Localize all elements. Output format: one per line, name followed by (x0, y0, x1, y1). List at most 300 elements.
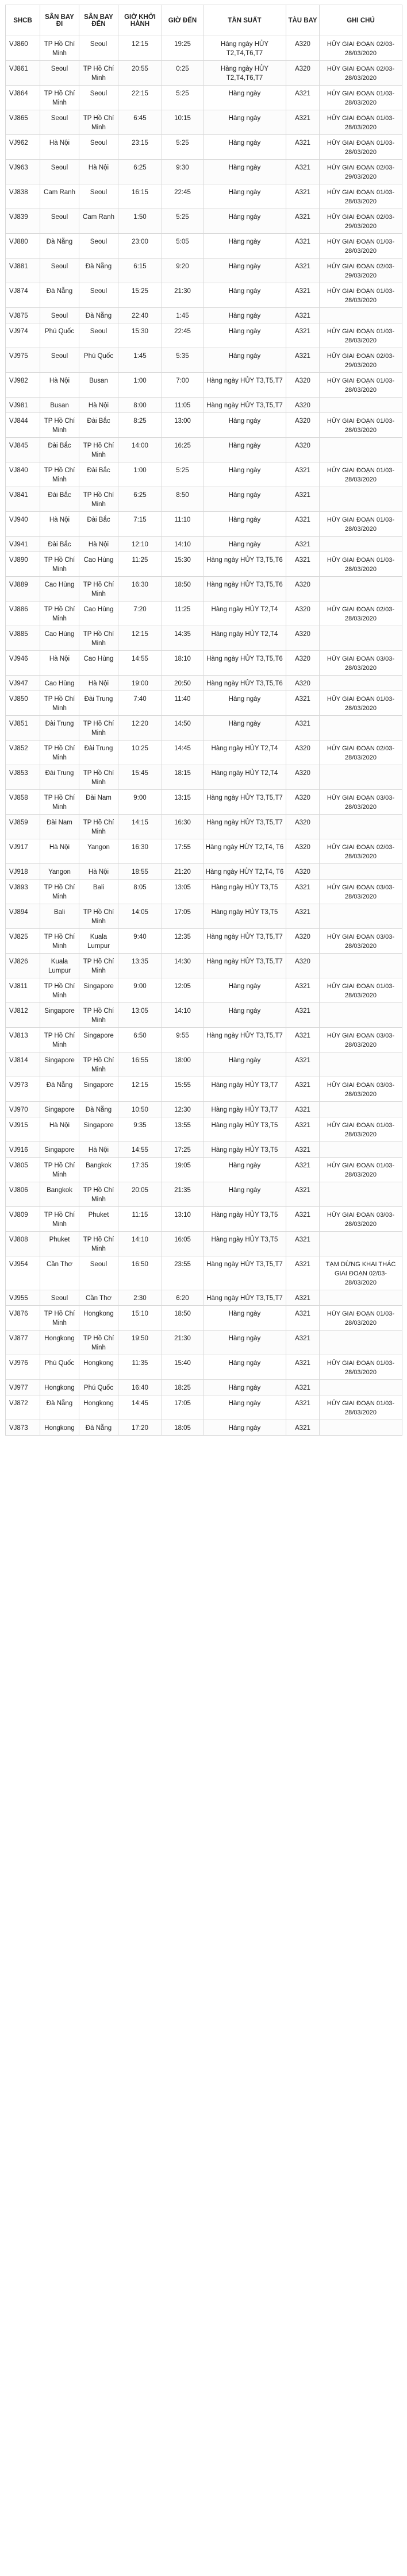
origin-cell: Singapore (40, 1052, 79, 1077)
aircraft-cell: A321 (286, 978, 320, 1003)
note-cell: HỦY GIAI ĐOẠN 02/03-29/03/2020 (320, 259, 402, 283)
frequency-cell: Hàng ngày (203, 487, 286, 512)
aircraft-cell: A321 (286, 1052, 320, 1077)
table-row (6, 929, 402, 954)
arrival-time-cell: 11:05 (162, 398, 203, 413)
departure-time-cell: 19:00 (118, 676, 162, 691)
destination-cell: Đà Nẵng (79, 1102, 118, 1117)
frequency-cell: Hàng ngày HỦY T2,T4, T6 (203, 864, 286, 880)
departure-time-cell: 10:25 (118, 741, 162, 765)
frequency-cell: Hàng ngày (203, 1003, 286, 1028)
destination-cell: Bali (79, 880, 118, 904)
origin-cell: Đà Nẵng (40, 234, 79, 259)
note-cell (320, 1182, 402, 1207)
aircraft-cell: A321 (286, 1158, 320, 1182)
destination-cell: TP Hồ Chí Minh (79, 1232, 118, 1256)
table-row (6, 880, 402, 904)
arrival-time-cell: 9:55 (162, 1028, 203, 1052)
flight-code-cell: VJ859 (6, 815, 40, 839)
note-cell (320, 864, 402, 880)
note-cell: HỦY GIAI ĐOẠN 01/03-28/03/2020 (320, 978, 402, 1003)
arrival-time-cell: 5:25 (162, 135, 203, 160)
flight-code-cell: VJ839 (6, 209, 40, 234)
note-cell (320, 815, 402, 839)
arrival-time-cell: 23:55 (162, 1256, 203, 1290)
frequency-cell: Hàng ngày HỦY T3,T5,T7 (203, 1028, 286, 1052)
arrival-time-cell: 18:25 (162, 1380, 203, 1395)
note-cell: HỦY GIAI ĐOẠN 01/03-28/03/2020 (320, 283, 402, 308)
flight-code-cell: VJ814 (6, 1052, 40, 1077)
arrival-time-cell: 12:35 (162, 929, 203, 954)
frequency-cell: Hàng ngày (203, 348, 286, 373)
aircraft-cell: A320 (286, 626, 320, 651)
arrival-time-cell: 21:30 (162, 283, 203, 308)
departure-time-cell: 11:15 (118, 1207, 162, 1232)
departure-time-cell: 1:00 (118, 462, 162, 487)
flight-code-cell: VJ853 (6, 765, 40, 790)
origin-cell: TP Hồ Chí Minh (40, 880, 79, 904)
flight-code-cell: VJ975 (6, 348, 40, 373)
arrival-time-cell: 20:50 (162, 676, 203, 691)
flight-code-cell: VJ808 (6, 1232, 40, 1256)
note-cell: HỦY GIAI ĐOẠN 03/03-28/03/2020 (320, 880, 402, 904)
note-cell (320, 1003, 402, 1028)
frequency-cell: Hàng ngày (203, 184, 286, 209)
arrival-time-cell: 16:30 (162, 815, 203, 839)
frequency-cell: Hàng ngày HỦY T3,T5,T7 (203, 1256, 286, 1290)
frequency-cell: Hàng ngày (203, 1331, 286, 1355)
departure-time-cell: 7:40 (118, 691, 162, 716)
departure-time-cell: 1:00 (118, 373, 162, 398)
aircraft-cell: A321 (286, 1256, 320, 1290)
table-row (6, 110, 402, 135)
departure-time-cell: 16:15 (118, 184, 162, 209)
flight-code-cell: VJ844 (6, 413, 40, 438)
note-cell (320, 626, 402, 651)
table-row (6, 716, 402, 741)
arrival-time-cell: 14:10 (162, 1003, 203, 1028)
frequency-cell: Hàng ngày (203, 537, 286, 552)
arrival-time-cell: 18:05 (162, 1420, 203, 1436)
frequency-cell: Hàng ngày HỦY T3,T5,T7 (203, 815, 286, 839)
frequency-cell: Hàng ngày HỦY T3,T5,T7 (203, 790, 286, 815)
note-cell: HỦY GIAI ĐOẠN 03/03-28/03/2020 (320, 929, 402, 954)
aircraft-cell: A321 (286, 462, 320, 487)
aircraft-cell: A321 (286, 1380, 320, 1395)
departure-time-cell: 14:55 (118, 1142, 162, 1158)
departure-time-cell: 9:00 (118, 978, 162, 1003)
flight-code-cell: VJ826 (6, 954, 40, 978)
destination-cell: Singapore (79, 1077, 118, 1102)
frequency-cell: Hàng ngày (203, 283, 286, 308)
arrival-time-cell: 8:50 (162, 487, 203, 512)
origin-cell: TP Hồ Chí Minh (40, 978, 79, 1003)
table-row (6, 512, 402, 537)
table-row (6, 1306, 402, 1331)
note-cell: HỦY GIAI ĐOẠN 03/03-28/03/2020 (320, 1207, 402, 1232)
note-cell: HỦY GIAI ĐOẠN 03/03-28/03/2020 (320, 790, 402, 815)
flight-code-cell: VJ813 (6, 1028, 40, 1052)
departure-time-cell: 12:15 (118, 1077, 162, 1102)
arrival-time-cell: 13:55 (162, 1117, 203, 1142)
destination-cell: TP Hồ Chí Minh (79, 815, 118, 839)
aircraft-cell: A320 (286, 954, 320, 978)
frequency-cell: Hàng ngày (203, 234, 286, 259)
departure-time-cell: 13:05 (118, 1003, 162, 1028)
destination-cell: TP Hồ Chí Minh (79, 904, 118, 929)
departure-time-cell: 11:35 (118, 1355, 162, 1380)
origin-cell: Seoul (40, 1290, 79, 1306)
flight-code-cell: VJ873 (6, 1420, 40, 1436)
table-row (6, 1380, 402, 1395)
flight-code-cell: VJ962 (6, 135, 40, 160)
arrival-time-cell: 13:05 (162, 880, 203, 904)
flight-code-cell: VJ811 (6, 978, 40, 1003)
departure-time-cell: 14:00 (118, 438, 162, 462)
table-row (6, 904, 402, 929)
departure-time-cell: 16:30 (118, 577, 162, 601)
destination-cell: Hà Nội (79, 864, 118, 880)
destination-cell: TP Hồ Chí Minh (79, 438, 118, 462)
frequency-cell: Hàng ngày (203, 160, 286, 184)
table-row (6, 323, 402, 348)
aircraft-cell: A321 (286, 1003, 320, 1028)
note-cell (320, 577, 402, 601)
table-row (6, 790, 402, 815)
departure-time-cell: 7:20 (118, 601, 162, 626)
table-row (6, 308, 402, 323)
note-cell: HỦY GIAI ĐOẠN 01/03-28/03/2020 (320, 110, 402, 135)
destination-cell: Busan (79, 373, 118, 398)
arrival-time-cell: 22:45 (162, 184, 203, 209)
flight-code-cell: VJ963 (6, 160, 40, 184)
table-row (6, 839, 402, 864)
note-cell (320, 954, 402, 978)
arrival-time-cell: 15:30 (162, 552, 203, 577)
arrival-time-cell: 15:40 (162, 1355, 203, 1380)
frequency-cell: Hàng ngày (203, 1395, 286, 1420)
origin-cell: Singapore (40, 1003, 79, 1028)
departure-time-cell: 14:10 (118, 1232, 162, 1256)
note-cell (320, 308, 402, 323)
flight-code-cell: VJ970 (6, 1102, 40, 1117)
flight-code-cell: VJ845 (6, 438, 40, 462)
table-row (6, 954, 402, 978)
note-cell: HỦY GIAI ĐOẠN 01/03-28/03/2020 (320, 323, 402, 348)
frequency-cell: Hàng ngày HỦY T3,T5 (203, 1207, 286, 1232)
aircraft-cell: A321 (286, 1232, 320, 1256)
flight-code-cell: VJ941 (6, 537, 40, 552)
aircraft-cell: A321 (286, 1290, 320, 1306)
arrival-time-cell: 19:05 (162, 1158, 203, 1182)
note-cell (320, 1102, 402, 1117)
note-cell (320, 1232, 402, 1256)
frequency-cell: Hàng ngày HỦY T3,T5,T6 (203, 577, 286, 601)
aircraft-cell: A320 (286, 815, 320, 839)
table-body (6, 36, 402, 1436)
arrival-time-cell: 19:25 (162, 36, 203, 61)
arrival-time-cell: 17:25 (162, 1142, 203, 1158)
departure-time-cell: 10:50 (118, 1102, 162, 1117)
frequency-cell: Hàng ngày (203, 413, 286, 438)
note-cell: HỦY GIAI ĐOẠN 01/03-28/03/2020 (320, 1158, 402, 1182)
flight-code-cell: VJ872 (6, 1395, 40, 1420)
frequency-cell: Hàng ngày HỦY T3,T7 (203, 1077, 286, 1102)
aircraft-cell: A321 (286, 1355, 320, 1380)
header-cell-note: GHI CHÚ (320, 5, 402, 36)
arrival-time-cell: 14:10 (162, 537, 203, 552)
destination-cell: Cao Hùng (79, 651, 118, 676)
origin-cell: Hà Nội (40, 373, 79, 398)
header-cell-destination: SÂN BAY ĐẾN (79, 5, 118, 36)
table-row (6, 438, 402, 462)
table-row (6, 1331, 402, 1355)
destination-cell: TP Hồ Chí Minh (79, 716, 118, 741)
departure-time-cell: 16:40 (118, 1380, 162, 1395)
table-row (6, 135, 402, 160)
aircraft-cell: A321 (286, 1117, 320, 1142)
table-row (6, 651, 402, 676)
note-cell: HỦY GIAI ĐOẠN 01/03-28/03/2020 (320, 1355, 402, 1380)
flight-code-cell: VJ885 (6, 626, 40, 651)
note-cell (320, 676, 402, 691)
departure-time-cell: 7:15 (118, 512, 162, 537)
destination-cell: TP Hồ Chí Minh (79, 1182, 118, 1207)
aircraft-cell: A321 (286, 209, 320, 234)
origin-cell: Đà Nẵng (40, 283, 79, 308)
aircraft-cell: A321 (286, 348, 320, 373)
flight-code-cell: VJ955 (6, 1290, 40, 1306)
destination-cell: Phú Quốc (79, 1380, 118, 1395)
origin-cell: Đà Nẵng (40, 1077, 79, 1102)
flight-code-cell: VJ809 (6, 1207, 40, 1232)
note-cell: TẠM DỪNG KHAI THÁC GIAI ĐOẠN 02/03-28/03/2020 (320, 1256, 402, 1290)
note-cell: HỦY GIAI ĐOẠN 03/03-28/03/2020 (320, 1077, 402, 1102)
header-cell-flight-code: SHCB (6, 5, 40, 36)
departure-time-cell: 15:45 (118, 765, 162, 790)
arrival-time-cell: 0:25 (162, 61, 203, 86)
flight-code-cell: VJ851 (6, 716, 40, 741)
destination-cell: Kuala Lumpur (79, 929, 118, 954)
aircraft-cell: A321 (286, 160, 320, 184)
departure-time-cell: 23:00 (118, 234, 162, 259)
destination-cell: Yangon (79, 839, 118, 864)
arrival-time-cell: 10:15 (162, 110, 203, 135)
header-cell-aircraft: TÀU BAY (286, 5, 320, 36)
origin-cell: Đài Bắc (40, 537, 79, 552)
origin-cell: Hà Nội (40, 651, 79, 676)
frequency-cell: Hàng ngày HỦY T2,T4 (203, 601, 286, 626)
frequency-cell: Hàng ngày (203, 438, 286, 462)
frequency-cell: Hàng ngày HỦY T2,T4, T6 (203, 839, 286, 864)
aircraft-cell: A321 (286, 552, 320, 577)
table-row (6, 283, 402, 308)
origin-cell: Hongkong (40, 1420, 79, 1436)
flight-code-cell: VJ981 (6, 398, 40, 413)
table-row (6, 765, 402, 790)
aircraft-cell: A320 (286, 929, 320, 954)
note-cell: HỦY GIAI ĐOẠN 02/03-28/03/2020 (320, 839, 402, 864)
departure-time-cell: 12:15 (118, 36, 162, 61)
departure-time-cell: 2:30 (118, 1290, 162, 1306)
note-cell (320, 1420, 402, 1436)
frequency-cell: Hàng ngày HỦY T3,T5,T7 (203, 398, 286, 413)
departure-time-cell: 15:25 (118, 283, 162, 308)
destination-cell: TP Hồ Chí Minh (79, 61, 118, 86)
destination-cell: Cao Hùng (79, 601, 118, 626)
arrival-time-cell: 5:25 (162, 462, 203, 487)
frequency-cell: Hàng ngày HỦY T3,T5,T7 (203, 929, 286, 954)
table-row (6, 1395, 402, 1420)
flight-code-cell: VJ954 (6, 1256, 40, 1290)
table-row (6, 1256, 402, 1290)
note-cell (320, 1142, 402, 1158)
origin-cell: Seoul (40, 348, 79, 373)
destination-cell: TP Hồ Chí Minh (79, 765, 118, 790)
flight-code-cell: VJ876 (6, 1306, 40, 1331)
frequency-cell: Hàng ngày (203, 86, 286, 110)
note-cell (320, 904, 402, 929)
note-cell: HỦY GIAI ĐOẠN 01/03-28/03/2020 (320, 184, 402, 209)
origin-cell: TP Hồ Chí Minh (40, 691, 79, 716)
origin-cell: Bangkok (40, 1182, 79, 1207)
flight-code-cell: VJ881 (6, 259, 40, 283)
origin-cell: Phuket (40, 1232, 79, 1256)
frequency-cell: Hàng ngày (203, 1182, 286, 1207)
table-row (6, 259, 402, 283)
origin-cell: TP Hồ Chí Minh (40, 552, 79, 577)
aircraft-cell: A321 (286, 537, 320, 552)
frequency-cell: Hàng ngày (203, 209, 286, 234)
aircraft-cell: A321 (286, 1331, 320, 1355)
note-cell: HỦY GIAI ĐOẠN 01/03-28/03/2020 (320, 234, 402, 259)
table-row (6, 577, 402, 601)
origin-cell: Seoul (40, 259, 79, 283)
departure-time-cell: 6:25 (118, 160, 162, 184)
flight-code-cell: VJ812 (6, 1003, 40, 1028)
table-row (6, 1117, 402, 1142)
arrival-time-cell: 12:05 (162, 978, 203, 1003)
arrival-time-cell: 16:05 (162, 1232, 203, 1256)
flight-code-cell: VJ840 (6, 462, 40, 487)
flight-code-cell: VJ875 (6, 308, 40, 323)
arrival-time-cell: 17:05 (162, 904, 203, 929)
destination-cell: Singapore (79, 1117, 118, 1142)
departure-time-cell: 18:55 (118, 864, 162, 880)
origin-cell: Seoul (40, 61, 79, 86)
aircraft-cell: A321 (286, 1306, 320, 1331)
table-row (6, 160, 402, 184)
table-row (6, 413, 402, 438)
origin-cell: TP Hồ Chí Minh (40, 462, 79, 487)
departure-time-cell: 14:05 (118, 904, 162, 929)
aircraft-cell: A321 (286, 234, 320, 259)
destination-cell: Đà Nẵng (79, 308, 118, 323)
departure-time-cell: 16:55 (118, 1052, 162, 1077)
table-row (6, 741, 402, 765)
origin-cell: Đài Nam (40, 815, 79, 839)
origin-cell: TP Hồ Chí Minh (40, 601, 79, 626)
frequency-cell: Hàng ngày HỦY T3,T5,T6 (203, 651, 286, 676)
note-cell: HỦY GIAI ĐOẠN 01/03-28/03/2020 (320, 86, 402, 110)
origin-cell: Singapore (40, 1142, 79, 1158)
aircraft-cell: A320 (286, 61, 320, 86)
note-cell: HỦY GIAI ĐOẠN 03/03-28/03/2020 (320, 1028, 402, 1052)
departure-time-cell: 9:40 (118, 929, 162, 954)
flight-code-cell: VJ916 (6, 1142, 40, 1158)
note-cell: HỦY GIAI ĐOẠN 02/03-28/03/2020 (320, 601, 402, 626)
destination-cell: Đài Bắc (79, 413, 118, 438)
departure-time-cell: 15:10 (118, 1306, 162, 1331)
arrival-time-cell: 18:10 (162, 651, 203, 676)
aircraft-cell: A321 (286, 283, 320, 308)
destination-cell: TP Hồ Chí Minh (79, 626, 118, 651)
table-row (6, 552, 402, 577)
note-cell: HỦY GIAI ĐOẠN 01/03-28/03/2020 (320, 373, 402, 398)
arrival-time-cell: 18:00 (162, 1052, 203, 1077)
arrival-time-cell: 5:25 (162, 209, 203, 234)
arrival-time-cell: 17:55 (162, 839, 203, 864)
note-cell: HỦY GIAI ĐOẠN 01/03-28/03/2020 (320, 413, 402, 438)
frequency-cell: Hàng ngày HỦY T2,T4 (203, 765, 286, 790)
aircraft-cell: A320 (286, 398, 320, 413)
origin-cell: TP Hồ Chí Minh (40, 36, 79, 61)
table-row (6, 1158, 402, 1182)
frequency-cell: Hàng ngày HỦY T3,T5,T7 (203, 1290, 286, 1306)
table-row (6, 1077, 402, 1102)
header-cell-departure: GIỜ KHỞI HÀNH (118, 5, 162, 36)
frequency-cell: Hàng ngày (203, 1306, 286, 1331)
arrival-time-cell: 17:05 (162, 1395, 203, 1420)
frequency-cell: Hàng ngày (203, 512, 286, 537)
arrival-time-cell: 16:25 (162, 438, 203, 462)
destination-cell: Seoul (79, 283, 118, 308)
aircraft-cell: A320 (286, 676, 320, 691)
flight-schedule-table (5, 5, 402, 1436)
table-row (6, 676, 402, 691)
aircraft-cell: A321 (286, 1207, 320, 1232)
origin-cell: Phú Quốc (40, 323, 79, 348)
aircraft-cell: A320 (286, 651, 320, 676)
frequency-cell: Hàng ngày (203, 1380, 286, 1395)
destination-cell: Hà Nội (79, 676, 118, 691)
flight-code-cell: VJ825 (6, 929, 40, 954)
flight-code-cell: VJ880 (6, 234, 40, 259)
origin-cell: TP Hồ Chí Minh (40, 1158, 79, 1182)
destination-cell: Seoul (79, 135, 118, 160)
flight-code-cell: VJ852 (6, 741, 40, 765)
table-row (6, 1420, 402, 1436)
arrival-time-cell: 5:25 (162, 86, 203, 110)
frequency-cell: Hàng ngày (203, 691, 286, 716)
departure-time-cell: 15:30 (118, 323, 162, 348)
table-row (6, 234, 402, 259)
departure-time-cell: 17:20 (118, 1420, 162, 1436)
note-cell: HỦY GIAI ĐOẠN 01/03-28/03/2020 (320, 135, 402, 160)
table-row (6, 86, 402, 110)
aircraft-cell: A320 (286, 741, 320, 765)
aircraft-cell: A320 (286, 765, 320, 790)
frequency-cell: Hàng ngày HỦY T3,T5,T6 (203, 552, 286, 577)
arrival-time-cell: 11:25 (162, 601, 203, 626)
destination-cell: Hà Nội (79, 160, 118, 184)
arrival-time-cell: 18:50 (162, 577, 203, 601)
departure-time-cell: 8:05 (118, 880, 162, 904)
note-cell: HỦY GIAI ĐOẠN 01/03-28/03/2020 (320, 1306, 402, 1331)
flight-code-cell: VJ946 (6, 651, 40, 676)
arrival-time-cell: 22:45 (162, 323, 203, 348)
note-cell: HỦY GIAI ĐOẠN 01/03-28/03/2020 (320, 462, 402, 487)
